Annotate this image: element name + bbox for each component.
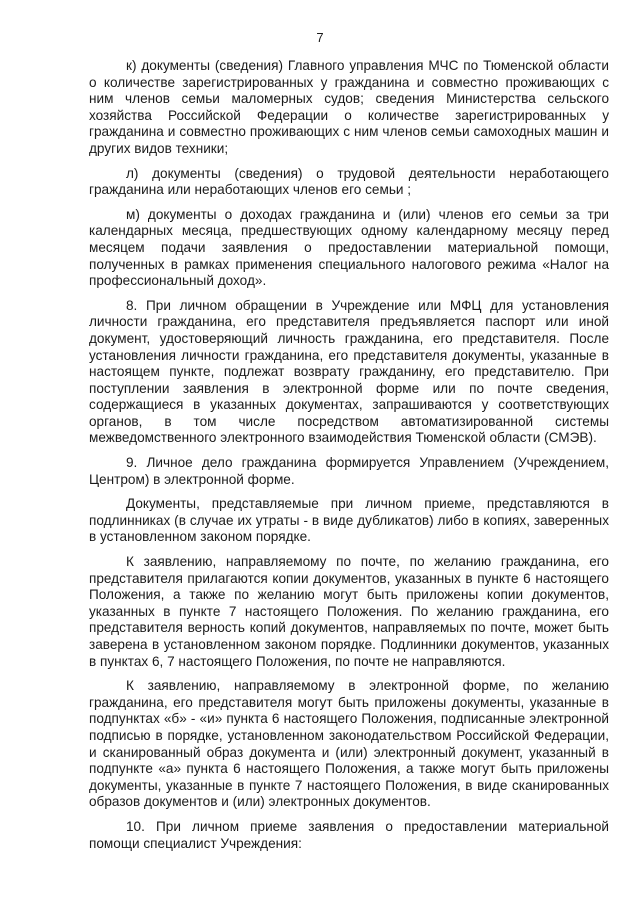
paragraph-item-k: к) документы (сведения) Главного управления МЧС по Тюменской области о количестве зарегистрированных у гражданина и совместно проживающих с ним членов семьи маломерных судов; сведения Министерства сельского хозяйства Российской Федерации о количестве зарегистрированных у гражданина и совместно проживающих с ним членов семьи самоходных машин и других видов техники; bbox=[89, 58, 609, 156]
paragraph-clause-10: 10. При личном приеме заявления о предоставлении материальной помощи специалист Учреждения: bbox=[89, 818, 609, 851]
paragraph-originals: Документы, представляемые при личном приеме, представляются в подлинниках (в случае их утраты - в виде дубликатов) либо в копиях, заверенных в установленном законом порядке. bbox=[89, 496, 609, 545]
paragraph-electronic-submission: К заявлению, направляемому в электронной форме, по желанию гражданина, его представителя могут быть приложены документы, указанные в подпунктах «б» - «и» пункта 6 настоящего Положения, подписанные электронной подписью в порядке, установленном законодательством Российской Федерации, и сканированный образ документа и (или) электронный документ, указанный в подпункте «а» пункта 6 настоящего Положения, а также могут быть приложены документы, указанные в пункте 7 настоящего Положения, в виде сканированных образов документов и (или) электронных документов. bbox=[89, 678, 609, 810]
document-body bbox=[89, 58, 609, 860]
page-number: 7 bbox=[316, 30, 324, 45]
paragraph-clause-9: 9. Личное дело гражданина формируется Управлением (Учреждением, Центром) в электронной форме. bbox=[89, 455, 609, 487]
paragraph-clause-8: 8. При личном обращении в Учреждение или МФЦ для установления личности гражданина, его представителя предъявляется паспорт или иной документ, удостоверяющий личность гражданина, его представителя. После установления личности гражданина, его представителя документы, указанные в настоящем пункте, подлежат возврату гражданину, его представителю. При поступлении заявления в электронной форме или по почте сведения, содержащиеся в указанных документах, запрашиваются у соответствующих органов, в том числе посредством автоматизированной системы межведомственного электронного взаимодействия Тюменской области (СМЭВ). bbox=[89, 297, 609, 446]
paragraph-item-l: л) документы (сведения) о трудовой деятельности неработающего гражданина или неработающих членов его семьи ; bbox=[89, 165, 609, 198]
paragraph-postal-submission: К заявлению, направляемому по почте, по желанию гражданина, его представителя прилагаются копии документов, указанных в пункте 6 настоящего Положения, а также по желанию могут быть приложены копии документов, указанных в пункте 7 настоящего Положения. По желанию гражданина, его представителя верность копий документов, направляемых по почте, может быть заверена в установленном законом порядке. Подлинники документов, указанных в пунктах 6, 7 настоящего Положения, по почте не направляются. bbox=[89, 554, 609, 669]
paragraph-item-m: м) документы о доходах гражданина и (или) членов его семьи за три календарных месяца, предшествующих одному календарному месяцу перед месяцем подачи заявления о предоставлении материальной помощи, полученных в рамках применения специального налогового режима «Налог на профессиональный доход». bbox=[89, 206, 609, 289]
